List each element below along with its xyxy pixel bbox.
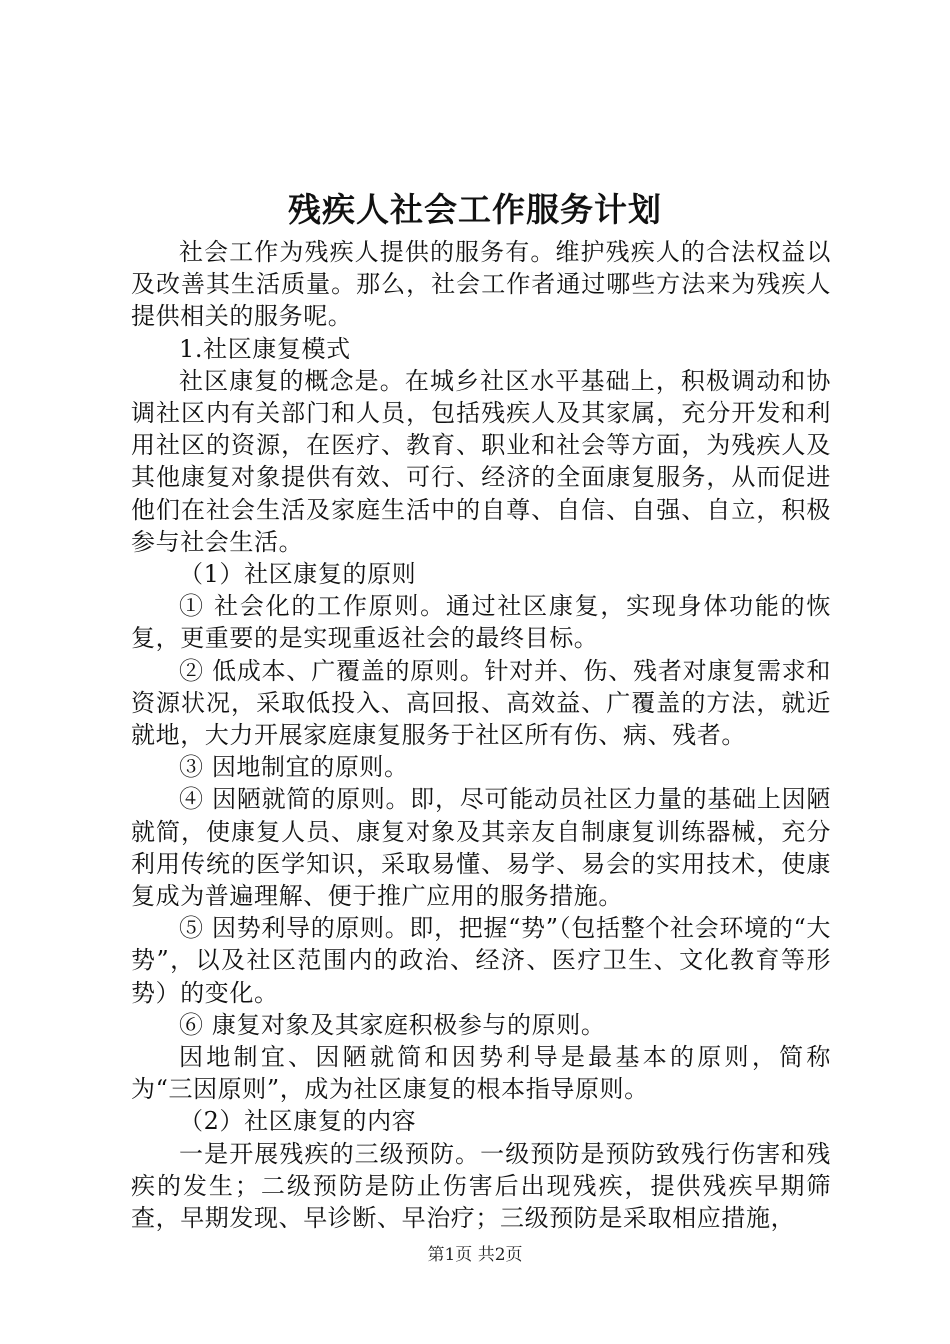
principle-item-4: ④ 因陋就简的原则。即，尽可能动员社区力量的基础上因陋就简，使康复人员、康复对象及其亲友自制康复训练器械，充分利用传统的医学知识，采取易懂、易学、易会的实用技术，使康复成为普遍理解、便于推广应用的服务措施。 [131,785,831,911]
principle-item-2: ② 低成本、广覆盖的原则。针对并、伤、残者对康复需求和资源状况，采取低投入、高回报、高效益、广覆盖的方法，就近就地，大力开展家庭康复服务于社区所有伤、病、残者。 [131,656,831,750]
paragraph-three-principles: 因地制宜、因陋就简和因势利导是最基本的原则，简称为“三因原则”，成为社区康复的根本指导原则。 [131,1043,831,1104]
subsection-heading-principles: （1）社区康复的原则 [179,560,417,589]
principle-item-3: ③ 因地制宜的原则。 [179,753,409,782]
principle-item-1: ① 社会化的工作原则。通过社区康复，实现身体功能的恢复，更重要的是实现重返社会的最终目标。 [131,592,831,653]
document-title: 残疾人社会工作服务计划 [288,190,662,229]
page-footer: 第1页 共2页 [427,1245,523,1265]
paragraph-prevention: 一是开展残疾的三级预防。一级预防是预防致残行伤害和残疾的发生；二级预防是防止伤害后出现残疾，提供残疾早期筛查，早期发现、早诊断、早治疗；三级预防是采取相应措施， [131,1139,831,1233]
subsection-heading-content: （2）社区康复的内容 [179,1107,417,1136]
paragraph-concept: 社区康复的概念是。在城乡社区水平基础上，积极调动和协调社区内有关部门和人员，包括残疾人及其家属，充分开发和利用社区的资源，在医疗、教育、职业和社会等方面，为残疾人及其他康复对象提供有效、可行、经济的全面康复服务，从而促进他们在社会生活及家庭生活中的自尊、自信、自强、自立，积极参与社会生活。 [131,366,831,556]
document-body [131,236,831,1234]
principle-item-6: ⑥ 康复对象及其家庭积极参与的原则。 [179,1010,606,1039]
principle-item-5: ⑤ 因势利导的原则。即，把握“势”（包括整个社会环境的“大势”，以及社区范围内的政治、经济、医疗卫生、文化教育等形势）的变化。 [131,914,831,1007]
intro-paragraph: 社会工作为残疾人提供的服务有。维护残疾人的合法权益以及改善其生活质量。那么，社会工作者通过哪些方法来为残疾人提供相关的服务呢。 [131,238,831,331]
section-heading-community-rehab: 1.社区康复模式 [179,334,351,363]
